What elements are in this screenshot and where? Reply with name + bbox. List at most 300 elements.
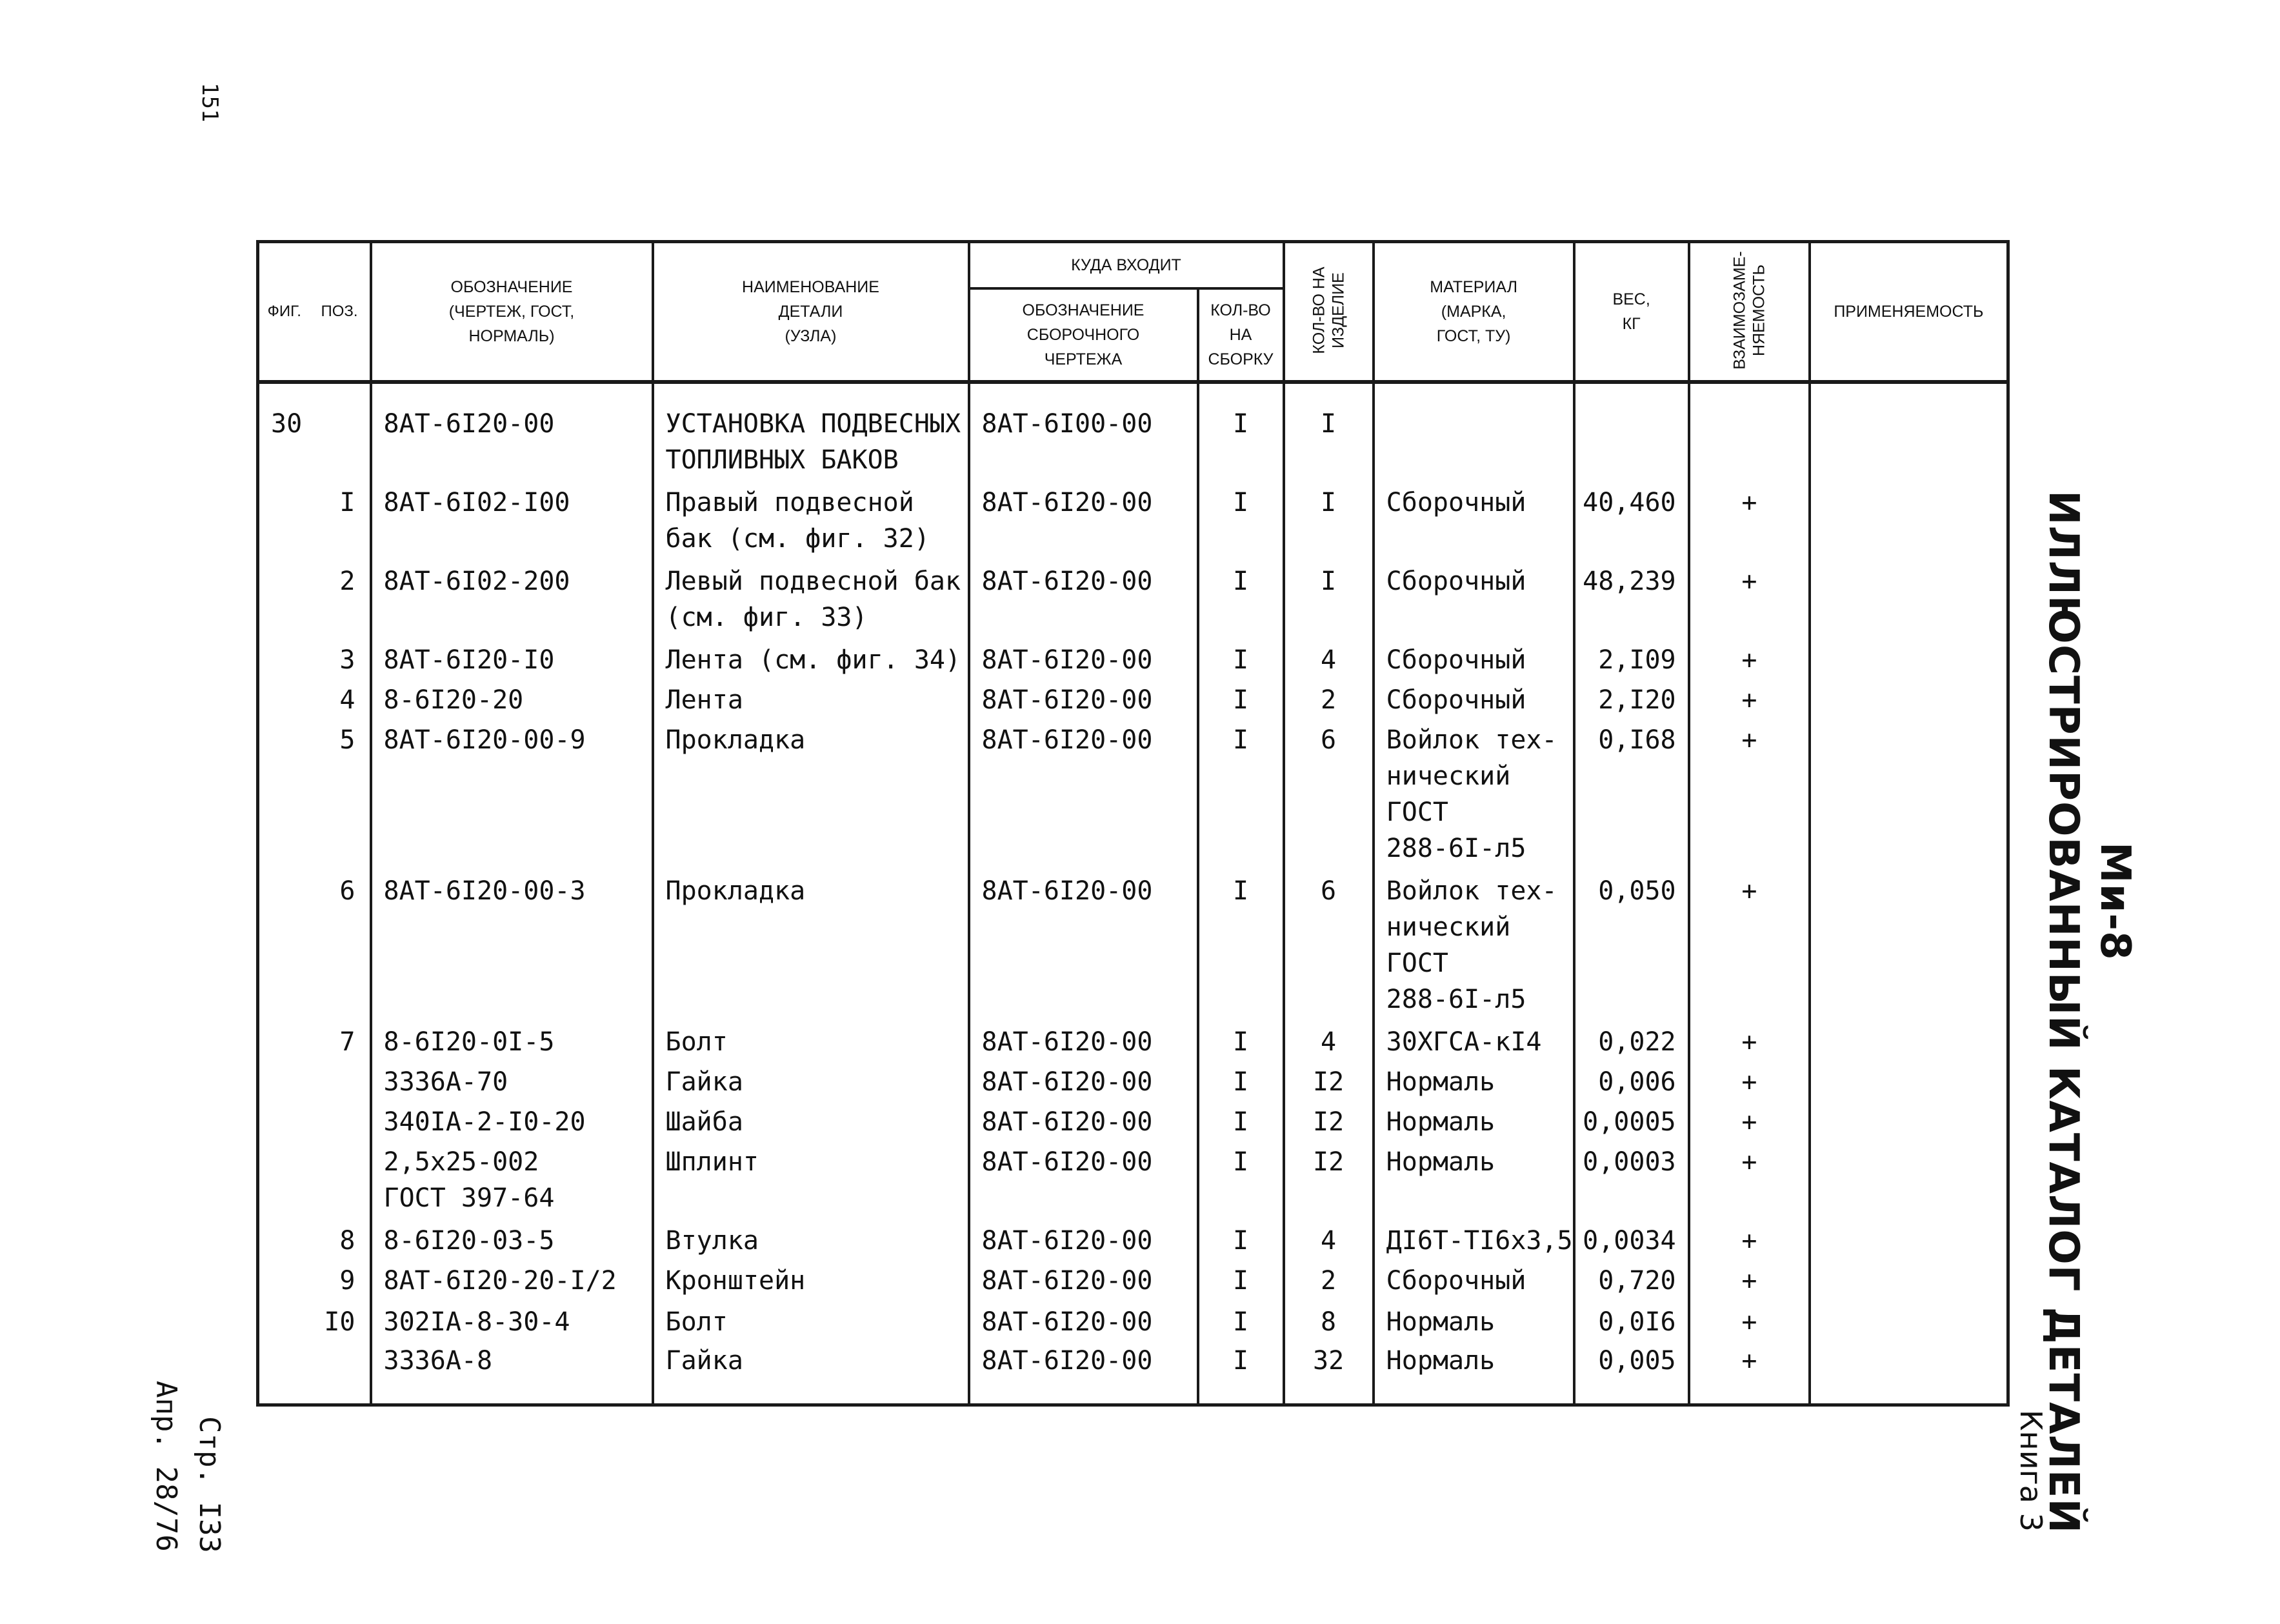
material-cell [1374,1140,1574,1216]
position-cell-line: I0 [324,1307,355,1337]
interchangeability-cell [1689,478,1810,557]
qty-per-assembly-cell [1198,1216,1284,1259]
qty-per-product-cell-line: 6 [1321,725,1337,755]
header-poz: ПОЗ. [310,242,371,383]
qty-per-product-cell [1284,382,1374,478]
interchangeability-cell-line: + [1741,566,1757,596]
weight-cell [1574,478,1689,557]
model-title: Ми-8 [2091,842,2139,961]
qty-per-assembly-cell [1198,382,1284,478]
assembly-drawing-cell-line: 8АТ-6I20-00 [981,488,1153,517]
table-row [258,1060,2008,1100]
name-cell [653,557,969,636]
applicability-cell [1810,1216,2008,1259]
table-row [258,678,2008,718]
qty-per-product-cell-line: 6 [1321,876,1337,906]
qty-per-product-cell [1284,1060,1374,1100]
name-cell-line: Шайба [665,1107,743,1137]
interchangeability-cell-line: + [1741,876,1757,906]
header-name-l2: ДЕТАЛИ [778,303,843,321]
qty-per-product-cell-line: 2 [1321,685,1337,715]
applicability-cell [1810,718,2008,867]
material-cell-line: ГОСТ [1386,948,1448,978]
designation-cell [371,1018,653,1060]
qty-per-assembly-cell-line: I [1232,876,1249,906]
fig-cell [258,636,310,678]
header-qty-per-assembly-l2: НА [1229,326,1252,344]
assembly-drawing-cell-line: 8АТ-6I20-00 [981,685,1153,715]
interchangeability-cell [1689,1216,1810,1259]
qty-per-assembly-cell [1198,718,1284,867]
qty-per-product-cell [1284,1340,1374,1379]
interchangeability-cell-line: + [1741,1266,1757,1296]
assembly-drawing-cell-line: 8АТ-6I20-00 [981,566,1153,596]
spacer-cell [1284,1379,1374,1405]
designation-cell-line: 8-6I20-0I-5 [383,1027,555,1057]
interchangeability-cell [1689,557,1810,636]
qty-per-assembly-cell [1198,678,1284,718]
designation-cell [371,1100,653,1140]
interchangeability-cell [1689,1259,1810,1299]
name-cell-line: бак (см. фиг. 32) [665,524,930,554]
qty-per-assembly-cell [1198,478,1284,557]
designation-cell-line: 3336А-70 [383,1067,508,1097]
qty-per-product-cell-line: 4 [1321,1226,1337,1256]
material-cell-line: Нормаль [1386,1067,1495,1097]
designation-cell-line: 3336А-8 [383,1346,493,1376]
weight-cell-line: 0,005 [1598,1346,1676,1376]
header-name [653,242,969,383]
material-cell-line: Сборочный [1386,685,1526,715]
table-row [258,478,2008,557]
position-cell-line: 7 [339,1027,355,1057]
header-qty-per-assembly-l3: СБОРКУ [1208,350,1274,368]
material-cell-line: Нормаль [1386,1346,1495,1376]
header-designation [371,242,653,383]
designation-cell [371,1299,653,1340]
applicability-cell [1810,678,2008,718]
position-cell [310,1216,371,1259]
position-cell-line: 6 [339,876,355,906]
assembly-drawing-cell-line: 8АТ-6I20-00 [981,1346,1153,1376]
footer-page: Стр. I33 [193,1416,226,1553]
table-row [258,1216,2008,1259]
interchangeability-cell [1689,1140,1810,1216]
interchangeability-cell-line: + [1741,488,1757,517]
parts-table [256,240,2010,1407]
spacer-cell [310,1379,371,1405]
fig-cell [258,382,310,478]
applicability-cell [1810,1140,2008,1216]
qty-per-product-cell [1284,1299,1374,1340]
qty-per-product-cell-line: I2 [1312,1067,1345,1097]
spacer-cell [969,1379,1198,1405]
position-cell [310,1340,371,1379]
header-designation-l1: ОБОЗНАЧЕНИЕ [450,278,573,296]
name-cell [653,382,969,478]
material-cell [1374,1060,1574,1100]
spacer-cell [1198,1379,1284,1405]
designation-cell [371,1216,653,1259]
position-cell [310,678,371,718]
material-cell [1374,478,1574,557]
weight-cell-line: 2,I09 [1598,645,1676,675]
weight-cell [1574,1100,1689,1140]
designation-cell-line: 8-6I20-20 [383,685,524,715]
position-cell-line: 3 [339,645,355,675]
spacer-cell [1810,1379,2008,1405]
qty-per-assembly-cell-line: I [1232,1226,1249,1256]
spacer-cell [258,1379,310,1405]
qty-per-product-cell-line: 8 [1321,1307,1337,1337]
weight-cell-line: 0,I68 [1598,725,1676,755]
designation-cell-line: 8АТ-6I20-I0 [383,645,555,675]
material-cell [1374,1340,1574,1379]
interchangeability-cell [1689,636,1810,678]
fig-cell [258,1100,310,1140]
applicability-cell [1810,1299,2008,1340]
weight-cell-line: 40,460 [1583,488,1676,517]
header-name-l3: (УЗЛА) [785,327,837,345]
header-weight-l2: КГ [1622,315,1641,333]
qty-per-assembly-cell [1198,1340,1284,1379]
weight-cell [1574,1060,1689,1100]
assembly-drawing-cell [969,867,1198,1018]
header-assembly-drawing-l1: ОБОЗНАЧЕНИЕ [1022,301,1145,319]
qty-per-assembly-cell-line: I [1232,725,1249,755]
designation-cell [371,678,653,718]
position-cell [310,718,371,867]
qty-per-product-cell [1284,1216,1374,1259]
header-fig: ФИГ. [258,242,310,383]
interchangeability-cell [1689,382,1810,478]
qty-per-product-cell-line: I [1321,566,1337,596]
position-cell [310,1140,371,1216]
header-qty-per-product-l2: ИЗДЕЛИЕ [1329,272,1348,348]
spacer-cell [1689,1379,1810,1405]
position-cell [310,557,371,636]
fig-cell [258,1216,310,1259]
name-cell [653,478,969,557]
weight-cell-line: 0,022 [1598,1027,1676,1057]
qty-per-product-cell [1284,636,1374,678]
designation-cell [371,718,653,867]
qty-per-product-cell [1284,1018,1374,1060]
fig-cell [258,557,310,636]
name-cell-line: (см. фиг. 33) [665,603,868,632]
material-cell-line: Нормаль [1386,1147,1495,1177]
weight-cell-line: 0,0I6 [1598,1307,1676,1337]
assembly-drawing-cell [969,678,1198,718]
qty-per-assembly-cell [1198,557,1284,636]
weight-cell-line: 0,006 [1598,1067,1676,1097]
designation-cell [371,867,653,1018]
name-cell [653,678,969,718]
assembly-drawing-cell [969,1100,1198,1140]
designation-cell [371,557,653,636]
qty-per-assembly-cell [1198,1060,1284,1100]
position-cell [310,1100,371,1140]
fig-cell [258,718,310,867]
page-number: 151 [197,83,223,123]
header-weight-l1: ВЕС, [1612,290,1650,308]
qty-per-product-cell-line: 2 [1321,1266,1337,1296]
qty-per-product-cell-line: I2 [1312,1147,1345,1177]
material-cell [1374,718,1574,867]
interchangeability-cell-line: + [1741,1346,1757,1376]
material-cell-line: нический [1386,761,1511,791]
header-applicability: ПРИМЕНЯЕМОСТЬ [1810,242,2008,383]
material-cell [1374,636,1574,678]
fig-cell [258,478,310,557]
interchangeability-cell-line: + [1741,645,1757,675]
qty-per-product-cell [1284,478,1374,557]
position-cell-line: 2 [339,566,355,596]
qty-per-assembly-cell [1198,867,1284,1018]
position-cell [310,1018,371,1060]
material-cell-line: Сборочный [1386,566,1526,596]
fig-cell [258,1140,310,1216]
fig-cell [258,867,310,1018]
qty-per-assembly-cell-line: I [1232,1346,1249,1376]
applicability-cell [1810,1340,2008,1379]
header-qty-per-product-text [1309,266,1348,354]
weight-cell [1574,1216,1689,1259]
weight-cell-line: 48,239 [1583,566,1676,596]
weight-cell [1574,1340,1689,1379]
weight-cell [1574,1018,1689,1060]
assembly-drawing-cell [969,1259,1198,1299]
table-row [258,1140,2008,1216]
spacer-cell [371,1379,653,1405]
material-cell [1374,1299,1574,1340]
name-cell [653,1299,969,1340]
material-cell [1374,678,1574,718]
position-cell-line: I [339,488,355,517]
assembly-drawing-cell [969,1340,1198,1379]
interchangeability-cell-line: + [1741,1107,1757,1137]
interchangeability-cell-line: + [1741,1027,1757,1057]
position-cell-line: 8 [339,1226,355,1256]
qty-per-assembly-cell-line: I [1232,1147,1249,1177]
table-row [258,382,2008,478]
interchangeability-cell [1689,1299,1810,1340]
fig-cell [258,678,310,718]
assembly-drawing-cell-line: 8АТ-6I20-00 [981,1067,1153,1097]
assembly-drawing-cell-line: 8АТ-6I20-00 [981,1147,1153,1177]
name-cell-line: Прокладка [665,725,806,755]
qty-per-assembly-cell-line: I [1232,645,1249,675]
assembly-drawing-cell-line: 8АТ-6I20-00 [981,1266,1153,1296]
material-cell [1374,1018,1574,1060]
header-interchangeability-l2: НЯЕМОСТЬ [1750,265,1768,356]
qty-per-product-cell [1284,678,1374,718]
qty-per-assembly-cell-line: I [1232,1307,1249,1337]
qty-per-product-cell-line: 32 [1312,1346,1345,1376]
header-interchangeability-text [1730,251,1768,369]
assembly-drawing-cell-line: 8АТ-6I20-00 [981,1107,1153,1137]
footer-date: Апр. 28/76 [150,1381,183,1552]
table-row [258,1018,2008,1060]
spacer-cell [653,1379,969,1405]
table-row [258,867,2008,1018]
assembly-drawing-cell [969,1060,1198,1100]
position-cell [310,1060,371,1100]
material-cell-line: Сборочный [1386,1266,1526,1296]
applicability-cell [1810,636,2008,678]
qty-per-assembly-cell-line: I [1232,685,1249,715]
header-qty-per-assembly [1198,288,1284,382]
table-row [258,636,2008,678]
applicability-cell [1810,1018,2008,1060]
qty-per-assembly-cell [1198,1259,1284,1299]
table-row [258,718,2008,867]
designation-cell-line: 340IА-2-I0-20 [383,1107,586,1137]
designation-cell [371,1259,653,1299]
weight-cell [1574,718,1689,867]
material-cell [1374,382,1574,478]
interchangeability-cell [1689,1340,1810,1379]
header-where-used: КУДА ВХОДИТ [969,242,1284,289]
weight-cell-line: 0,0003 [1583,1147,1676,1177]
designation-cell [371,636,653,678]
name-cell-line: Лента [665,685,743,715]
qty-per-assembly-cell-line: I [1232,1266,1249,1296]
table-row [258,1299,2008,1340]
name-cell-line: Лента (см. фиг. 34) [665,645,961,675]
qty-per-product-cell [1284,867,1374,1018]
assembly-drawing-cell [969,718,1198,867]
designation-cell-line: 8-6I20-03-5 [383,1226,555,1256]
assembly-drawing-cell [969,1299,1198,1340]
qty-per-product-cell-line: I [1321,488,1337,517]
name-cell-line: ТОПЛИВНЫХ БАКОВ [665,445,899,475]
qty-per-assembly-cell [1198,1140,1284,1216]
position-cell [310,382,371,478]
name-cell [653,1216,969,1259]
position-cell [310,1259,371,1299]
weight-cell [1574,1259,1689,1299]
qty-per-assembly-cell-line: I [1232,1067,1249,1097]
applicability-cell [1810,478,2008,557]
qty-per-assembly-cell-line: I [1232,1107,1249,1137]
material-cell-line: ГОСТ [1386,797,1448,827]
qty-per-assembly-cell-line: I [1232,409,1249,439]
assembly-drawing-cell [969,382,1198,478]
material-cell [1374,1216,1574,1259]
designation-cell-line: 8АТ-6I20-00-9 [383,725,586,755]
material-cell-line: Сборочный [1386,645,1526,675]
designation-cell [371,382,653,478]
name-cell [653,1140,969,1216]
table-row [258,1100,2008,1140]
interchangeability-cell-line: + [1741,725,1757,755]
name-cell-line: Правый подвесной [665,488,914,517]
interchangeability-cell [1689,718,1810,867]
header-qty-per-product [1284,242,1374,383]
table-row [258,557,2008,636]
weight-cell [1574,557,1689,636]
fig-cell [258,1018,310,1060]
position-cell-line: 5 [339,725,355,755]
qty-per-product-cell-line: I [1321,409,1337,439]
designation-cell-line: 8АТ-6I20-00 [383,409,555,439]
weight-cell-line: 0,0034 [1583,1226,1676,1256]
assembly-drawing-cell-line: 8АТ-6I20-00 [981,645,1153,675]
header-material-l2: (МАРКА, [1441,303,1506,321]
designation-cell [371,1140,653,1216]
weight-cell [1574,678,1689,718]
name-cell [653,1100,969,1140]
material-cell [1374,1259,1574,1299]
applicability-cell [1810,1060,2008,1100]
name-cell [653,1340,969,1379]
fig-cell [258,1259,310,1299]
assembly-drawing-cell-line: 8АТ-6I20-00 [981,1226,1153,1256]
material-cell-line: Войлок тех- [1386,725,1557,755]
header-weight [1574,242,1689,383]
fig-cell [258,1299,310,1340]
applicability-cell [1810,382,2008,478]
name-cell [653,718,969,867]
qty-per-product-cell [1284,557,1374,636]
qty-per-assembly-cell-line: I [1232,1027,1249,1057]
designation-cell [371,478,653,557]
assembly-drawing-cell [969,1140,1198,1216]
material-cell [1374,557,1574,636]
material-cell-line: нический [1386,912,1511,942]
weight-cell [1574,1140,1689,1216]
name-cell-line: Прокладка [665,876,806,906]
name-cell-line: Болт [665,1027,728,1057]
name-cell [653,867,969,1018]
interchangeability-cell-line: + [1741,1226,1757,1256]
header-designation-l2: (ЧЕРТЕЖ, ГОСТ, [448,303,575,321]
interchangeability-cell-line: + [1741,1147,1757,1177]
interchangeability-cell [1689,1018,1810,1060]
header-name-l1: НАИМЕНОВАНИЕ [742,278,879,296]
material-cell-line: Нормаль [1386,1307,1495,1337]
qty-per-product-cell [1284,1140,1374,1216]
designation-cell-line: 8АТ-6I02-200 [383,566,570,596]
header-interchangeability-l1: ВЗАИМОЗАМЕ- [1730,251,1749,370]
assembly-drawing-cell [969,636,1198,678]
qty-per-assembly-cell-line: I [1232,566,1249,596]
applicability-cell [1810,557,2008,636]
designation-cell-line: 8АТ-6I20-00-3 [383,876,586,906]
assembly-drawing-cell-line: 8АТ-6I20-00 [981,1307,1153,1337]
fig-cell-line: 30 [271,409,303,439]
designation-cell [371,1060,653,1100]
name-cell-line: Гайка [665,1346,743,1376]
name-cell-line: Гайка [665,1067,743,1097]
name-cell [653,636,969,678]
material-cell-line: 288-6I-л5 [1386,834,1526,863]
book-label: Книга 3 [2014,1410,2048,1532]
position-cell [310,867,371,1018]
designation-cell [371,1340,653,1379]
assembly-drawing-cell [969,557,1198,636]
material-cell-line: ДI6Т-ТI6х3,5 [1386,1226,1573,1256]
spacer-cell [1374,1379,1574,1405]
material-cell [1374,867,1574,1018]
qty-per-product-cell-line: 4 [1321,1027,1337,1057]
header-designation-l3: НОРМАЛЬ) [468,327,555,345]
qty-per-product-cell [1284,718,1374,867]
spacer-row [258,1379,2008,1405]
header-qty-per-product-l1: КОЛ-ВО НА [1310,266,1328,354]
header-qty-per-assembly-l1: КОЛ-ВО [1210,301,1271,319]
